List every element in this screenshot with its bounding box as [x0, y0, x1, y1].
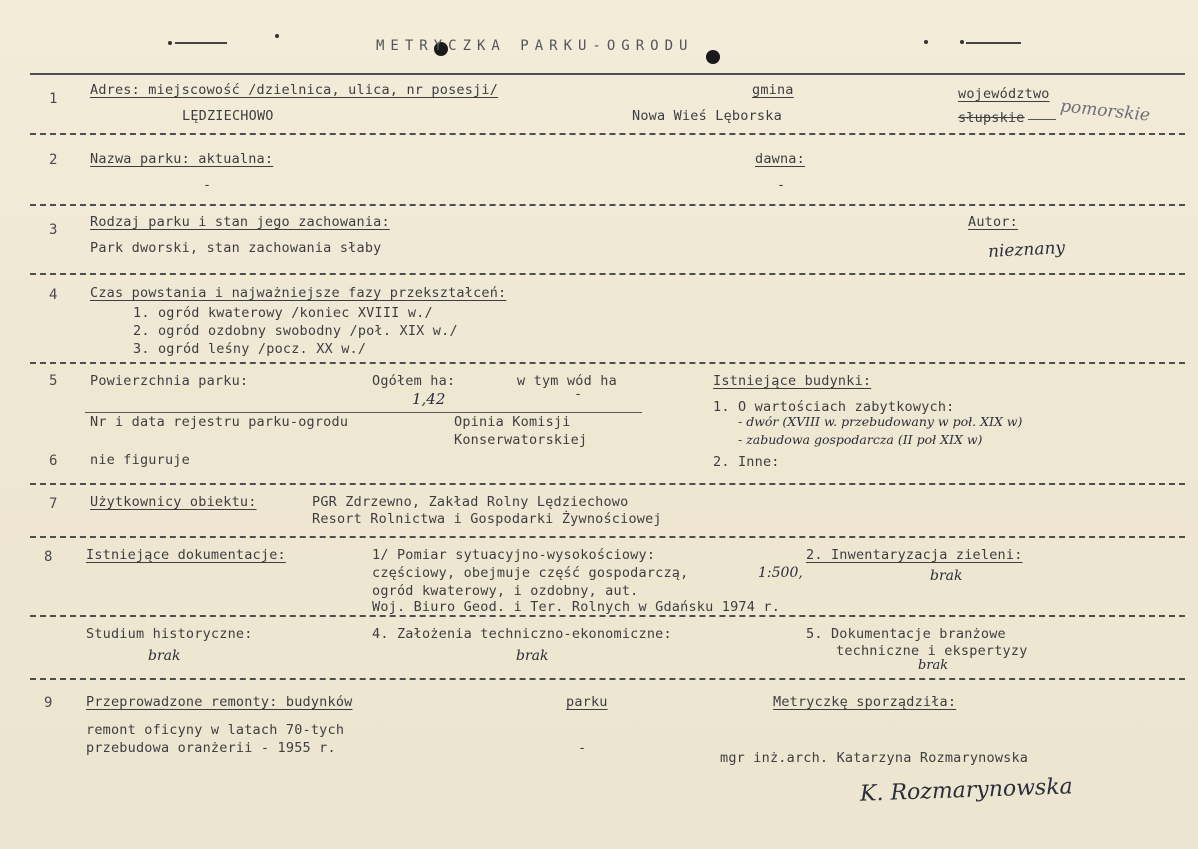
row-separator [30, 615, 1185, 617]
row-number: 8 [44, 549, 53, 565]
commission-label-line2: Konserwatorskiej [454, 432, 588, 448]
tech-assumptions-handwritten: brak [516, 648, 549, 664]
current-name-label: Nazwa parku: aktualna: [90, 151, 274, 167]
voivodeship-handwritten: pomorskie [1059, 96, 1151, 126]
historical-study-handwritten: brak [148, 648, 181, 664]
row-number: 7 [49, 496, 58, 512]
area-label: Powierzchnia parku: [90, 373, 249, 389]
gmina-value: Nowa Wieś Lęborska [632, 108, 782, 124]
gmina-label: gmina [752, 82, 794, 98]
phase-item: 3. ogród leśny /pocz. XX w./ [133, 341, 367, 357]
row-number: 4 [49, 287, 58, 303]
address-value: LĘDZIECHOWO [182, 108, 274, 124]
author-handwritten: nieznany [987, 237, 1066, 263]
row-separator [30, 362, 1185, 364]
historical-study-label: Studium historyczne: [86, 626, 253, 642]
address-label: Adres: miejscowość /dzielnica, ulica, nr posesji/ [90, 82, 499, 98]
total-area-label: Ogółem ha: [372, 373, 456, 389]
row-separator [30, 483, 1185, 485]
punch-hole-right [706, 50, 720, 64]
row-number: 3 [49, 222, 58, 238]
former-name-label: dawna: [755, 151, 805, 167]
register-label: Nr i data rejestru parku-ogrodu [90, 414, 349, 430]
mark-dot [275, 34, 279, 38]
greenery-inventory-handwritten: brak [930, 568, 963, 584]
row-number: 2 [49, 152, 58, 168]
park-type-label: Rodzaj parku i stan jego zachowania: [90, 214, 390, 230]
water-area-label: w tym wód ha [517, 373, 617, 389]
row-separator [30, 133, 1185, 135]
users-label: Użytkownicy obiektu: [90, 494, 257, 510]
heritage-buildings-label: 1. O wartościach zabytkowych: [713, 399, 955, 415]
row-number: 9 [44, 695, 53, 711]
repairs-label: Przeprowadzone remonty: budynków [86, 694, 353, 710]
phase-item: 2. ogród ozdobny swobodny /poł. XIX w./ [133, 323, 458, 339]
mark-dot [924, 40, 928, 44]
row-number: 1 [49, 91, 58, 107]
register-value: nie figuruje [90, 452, 190, 468]
buildings-label: Istniejące budynki: [713, 373, 872, 389]
park-repairs-value: - [578, 740, 587, 756]
heritage-building-item: - zabudowa gospodarcza (II poł XIX w) [738, 432, 983, 447]
commission-label-line1: Opinia Komisji [454, 414, 571, 430]
repairs-item: remont oficyny w latach 70-tych [86, 722, 345, 738]
row-number: 6 [49, 453, 58, 469]
current-name-value: - [203, 177, 212, 193]
park-repairs-label: parku [566, 694, 608, 710]
strike-extension [1028, 119, 1056, 120]
branch-docs-label-line1: 5. Dokumentacje branżowe [806, 626, 1006, 642]
survey-line: Woj. Biuro Geod. i Ter. Rolnych w Gdańsku 1974 r. [372, 599, 781, 615]
park-type-value: Park dworski, stan zachowania słaby [90, 240, 382, 256]
repairs-item: przebudowa oranżerii - 1955 r. [86, 740, 336, 756]
row-separator [30, 73, 1185, 75]
greenery-inventory-label: 2. Inwentaryzacja zieleni: [806, 547, 1023, 563]
survey-line: ogród kwaterowy, i ozdobny, aut. [372, 583, 639, 599]
mark-dash [175, 42, 227, 44]
mark-dot [168, 41, 172, 45]
prepared-by-label: Metryczkę sporządziła: [773, 694, 957, 710]
history-phases-label: Czas powstania i najważniejsze fazy przekształceń: [90, 285, 507, 301]
author-signature: K. Rozmarynowska [859, 774, 1074, 807]
branch-docs-label-line2: techniczne i ekspertyzy [836, 643, 1028, 659]
users-value-line1: PGR Zdrzewno, Zakład Rolny Lędziechowo [312, 494, 629, 510]
row-separator [30, 536, 1185, 538]
survey-title: 1/ Pomiar sytuacyjno-wysokościowy: [372, 547, 656, 563]
users-value-line2: Resort Rolnictwa i Gospodarki Żywnościowej [312, 511, 662, 527]
author-name: mgr inż.arch. Katarzyna Rozmarynowska [720, 750, 1029, 766]
documentation-label: Istniejące dokumentacje: [86, 547, 286, 563]
survey-line: częściowy, obejmuje część gospodarczą, [372, 565, 689, 581]
row-number: 5 [49, 373, 58, 389]
row-separator [30, 204, 1185, 206]
total-area-handwritten: 1,42 [412, 390, 446, 408]
phase-item: 1. ogród kwaterowy /koniec XVIII w./ [133, 305, 433, 321]
tech-assumptions-label: 4. Założenia techniczno-ekonomiczne: [372, 626, 672, 642]
register-rule [85, 412, 642, 413]
former-name-value: - [777, 177, 786, 193]
voivodeship-label: województwo [958, 86, 1050, 102]
branch-docs-handwritten: brak [918, 658, 949, 673]
voivodeship-struck-value: słupskie [958, 110, 1025, 126]
water-area-value: - [574, 386, 583, 402]
mark-dash [966, 42, 1021, 44]
row-separator [30, 273, 1185, 275]
other-buildings-label: 2. Inne: [713, 454, 780, 470]
document-title: METRYCZKA PARKU-OGRODU [376, 38, 694, 54]
survey-scale-handwritten: 1:500, [758, 565, 803, 581]
heritage-building-item: - dwór (XVIII w. przebudowany w poł. XIX w) [738, 414, 1023, 429]
author-label: Autor: [968, 214, 1018, 230]
row-separator [30, 678, 1185, 680]
mark-dot [960, 40, 964, 44]
